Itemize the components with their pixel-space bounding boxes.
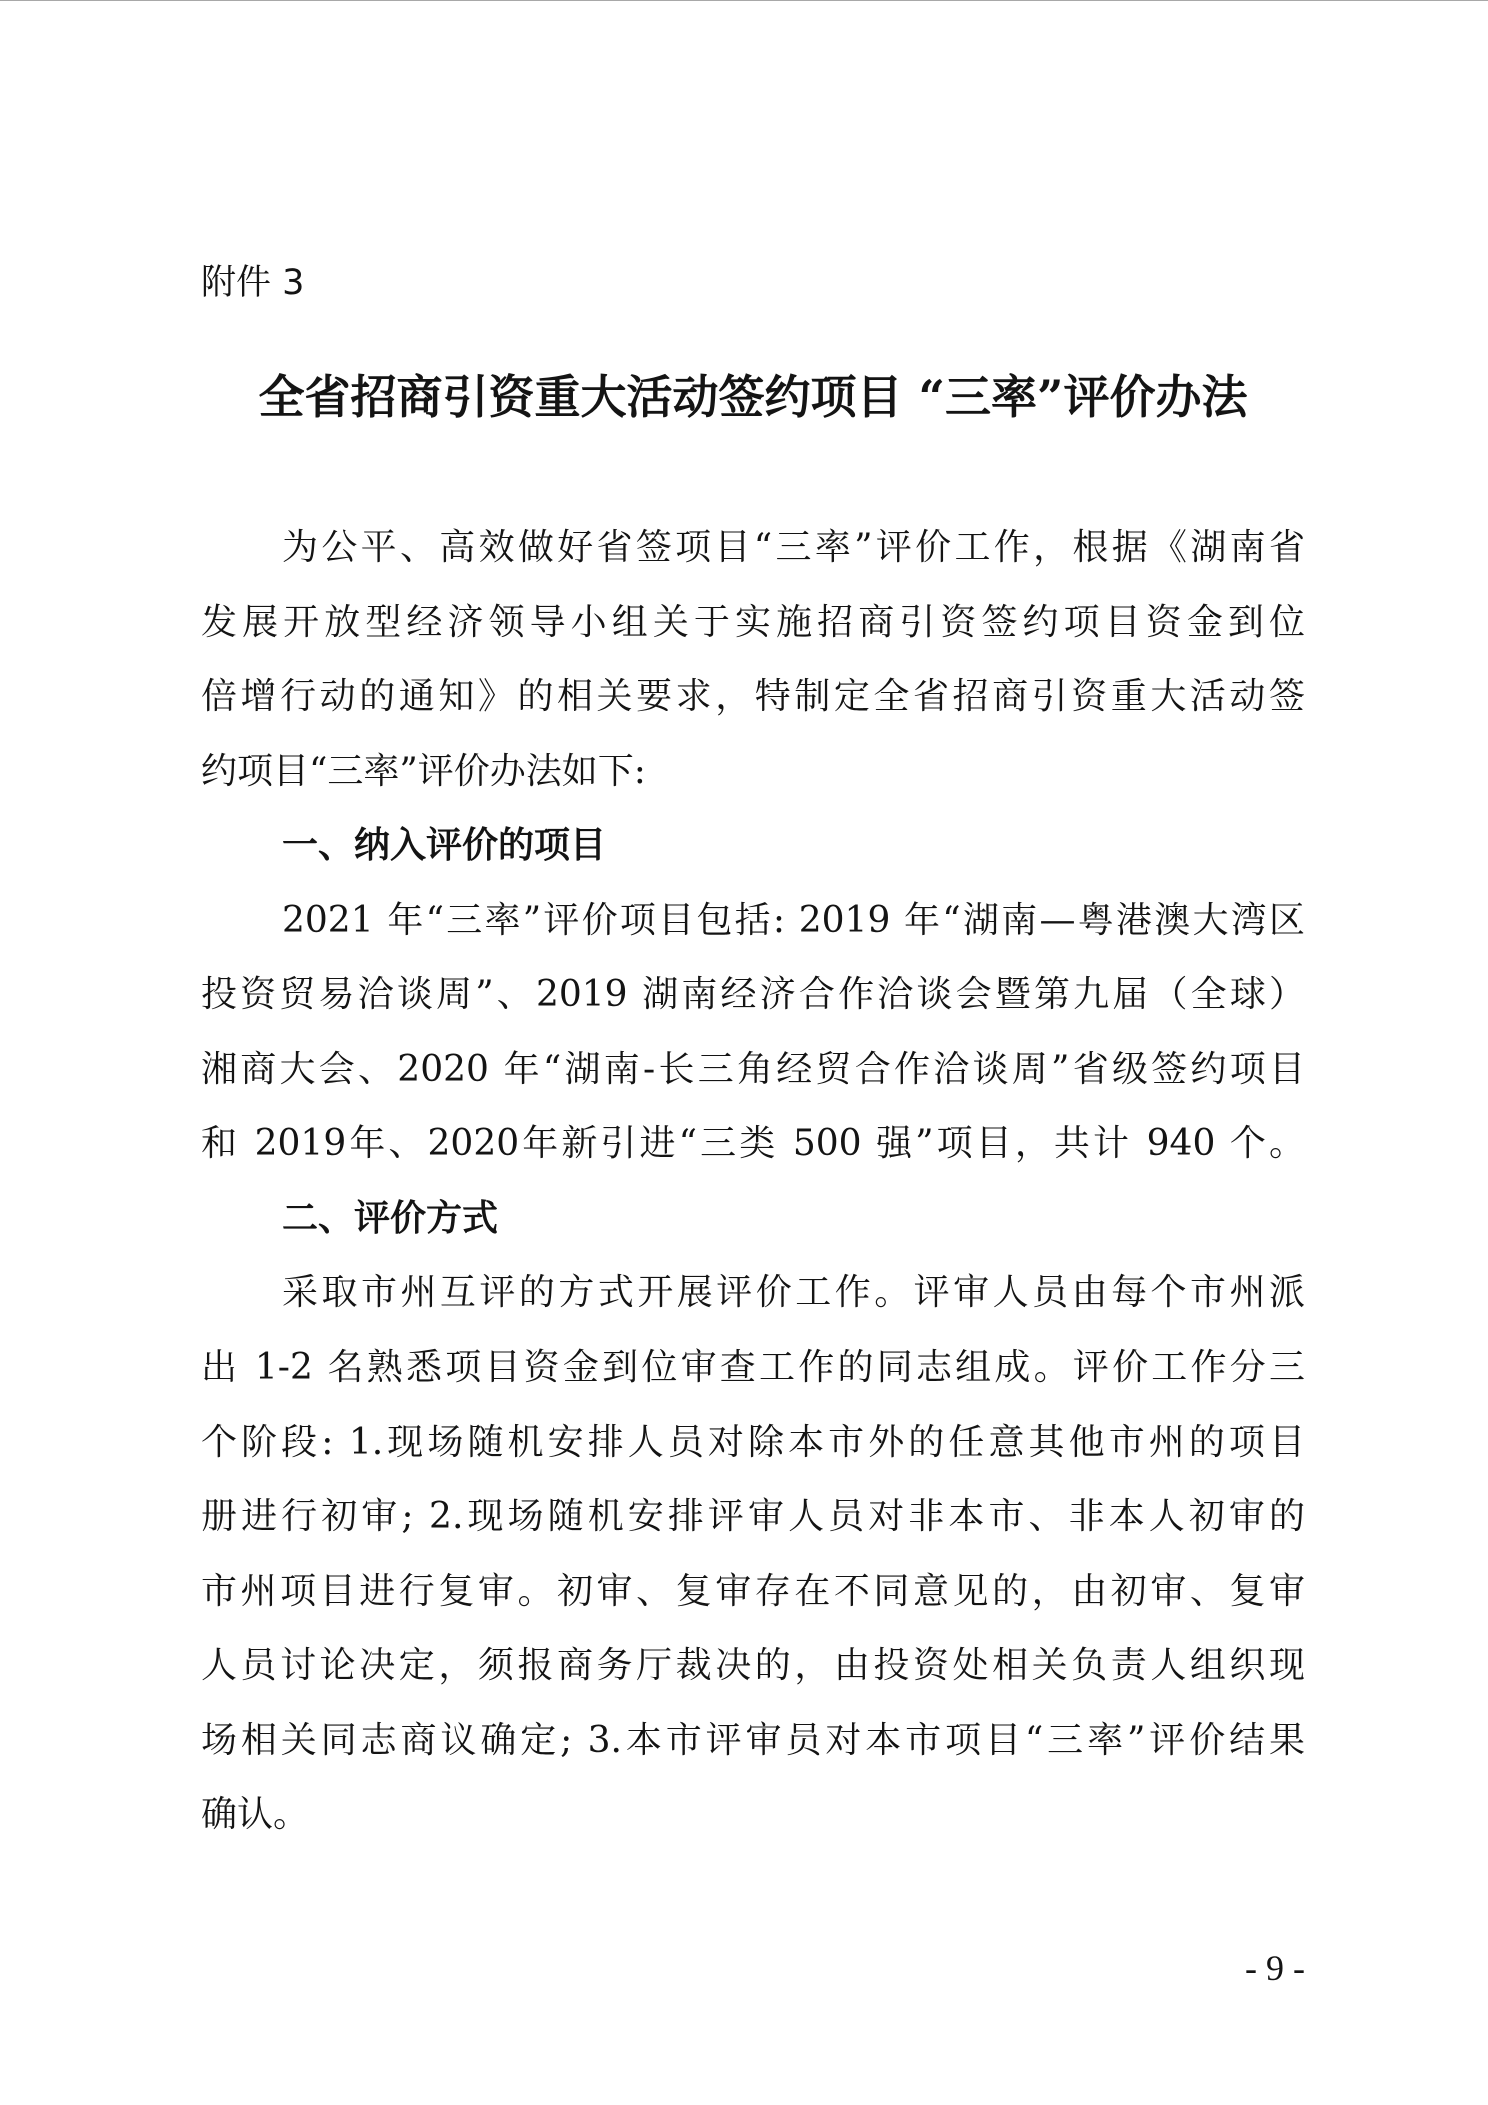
paragraph-line: 册进行初审; 2.现场随机安排评审人员对非本市、非本人初审的 [201, 1496, 1305, 1538]
paragraph-line: 市州项目进行复审。初审、复审存在不同意见的，由初审、复审 [201, 1570, 1305, 1612]
section-2-paragraph [201, 1256, 1305, 1852]
paragraph-line: 人员讨论决定，须报商务厅裁决的，由投资处相关负责人组织现 [201, 1645, 1305, 1687]
paragraph-line: 采取市州互评的方式开展评价工作。评审人员由每个市州派 [282, 1272, 1305, 1314]
paragraph-line: 发展开放型经济领导小组关于实施招商引资签约项目资金到位 [201, 601, 1305, 643]
paragraph-line: 投资贸易洽谈周”、2019 湖南经济合作洽谈会暨第九届（全球） [201, 974, 1305, 1016]
paragraph-line: 确认。 [201, 1794, 310, 1836]
document-title: 全省招商引资重大活动签约项目 “三率”评价办法 [258, 370, 1248, 424]
paragraph-line: 倍增行动的通知》的相关要求，特制定全省招商引资重大活动签 [201, 676, 1305, 718]
page-number: - 9 - [1245, 1948, 1305, 1988]
paragraph-line: 场相关同志商议确定; 3.本市评审员对本市项目“三率”评价结果 [201, 1719, 1305, 1761]
section-heading: 一、纳入评价的项目 [282, 825, 607, 867]
intro-paragraph [201, 511, 1305, 809]
paragraph-line: 个阶段: 1.现场随机安排人员对除本市外的任意其他市州的项目 [201, 1421, 1305, 1463]
paragraph-line: 湘商大会、2020 年“湖南-长三角经贸合作洽谈周”省级签约项目 [201, 1048, 1305, 1090]
paragraph-line: 出 1-2 名熟悉项目资金到位审查工作的同志组成。评价工作分三 [201, 1347, 1305, 1389]
paragraph-line: 约项目“三率”评价办法如下: [201, 750, 646, 792]
document-body [201, 511, 1305, 1853]
paragraph-line: 为公平、高效做好省签项目“三率”评价工作，根据《湖南省 [282, 527, 1305, 568]
section-1-paragraph [201, 884, 1305, 1182]
section-heading: 二、评价方式 [282, 1197, 499, 1239]
paragraph-line: 和 2019年、2020年新引进“三类 500 强”项目，共计 940 个。 [201, 1123, 1305, 1165]
paragraph-line: 2021 年“三率”评价项目包括: 2019 年“湖南—粤港澳大湾区 [282, 899, 1305, 941]
attachment-label: 附件 3 [201, 263, 305, 303]
